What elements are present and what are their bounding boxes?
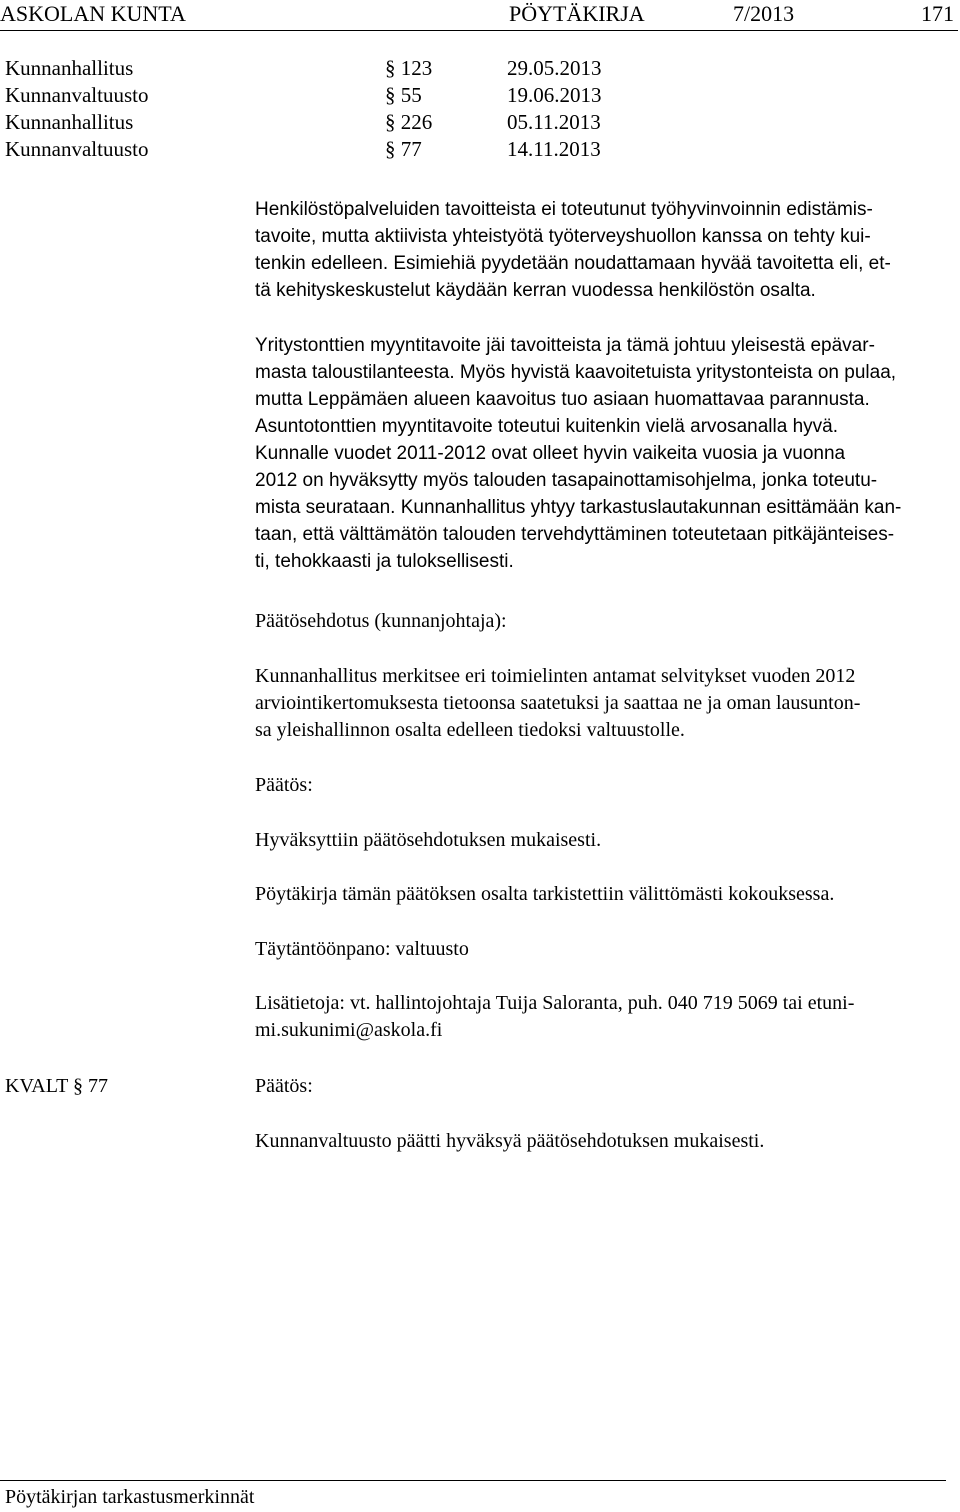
text-line: tavoite, mutta aktiivista yhteistyötä työterveyshuollon kanssa on tehty kui- [255, 226, 871, 247]
text-line: tenkin edelleen. Esimiehiä pyydetään noudattamaan hyvää tavoitetta eli, et- [255, 253, 891, 274]
text-line: mista seurataan. Kunnanhallitus yhtyy tarkastuslautakunnan esittämään kan- [255, 497, 902, 518]
paragraph-personnel [255, 196, 891, 304]
paragraph-proposal [255, 663, 860, 744]
reference-section: § 55 [385, 83, 422, 107]
text-line: ti, tehokkaasti ja tuloksellisesti. [255, 551, 514, 572]
reference-date: 29.05.2013 [507, 56, 602, 80]
text-line: mi.sukunimi@askola.fi [255, 1019, 443, 1041]
text-line: sa yleishallinnon osalta edelleen tiedoksi valtuustolle. [255, 719, 685, 741]
reference-section: § 77 [385, 137, 422, 161]
reference-body: Kunnanhallitus [5, 110, 134, 134]
reference-section: § 123 [385, 56, 433, 80]
reference-body: Kunnanvaltuusto [5, 137, 149, 161]
text-line: arviointikertomuksesta tietoonsa saatetuksi ja saattaa ne ja oman lausunton- [255, 692, 861, 714]
page-number: 171 [921, 1, 954, 26]
paragraph-plots [255, 332, 901, 575]
proposal-heading: Päätösehdotus (kunnanjohtaja): [255, 610, 507, 632]
reference-body: Kunnanvaltuusto [5, 83, 149, 107]
text-line: 2012 on hyväksytty myös talouden tasapainottamisohjelma, jonka toteutu- [255, 470, 878, 491]
reference-date: 19.06.2013 [507, 83, 602, 107]
text-line: Asuntotonttien myyntitavoite toteutui kuitenkin vielä arvosanalla hyvä. [255, 416, 838, 437]
text-line: Lisätietoja: vt. hallintojohtaja Tuija Saloranta, puh. 040 719 5069 tai etuni- [255, 992, 855, 1014]
text-line: Yritystonttien myyntitavoite jäi tavoitteista ja tämä johtuu yleisestä epävar- [255, 335, 875, 356]
more-info [255, 990, 854, 1044]
reference-date: 14.11.2013 [507, 137, 601, 161]
reference-section: § 226 [385, 110, 433, 134]
checked-note: Pöytäkirja tämän päätöksen osalta tarkistettiin välittömästi kokouksessa. [255, 883, 835, 905]
footer-text: Pöytäkirjan tarkastusmerkinnät [5, 1486, 255, 1508]
decision-heading: Päätös: [255, 774, 313, 796]
municipality-name: ASKOLAN KUNTA [0, 1, 186, 26]
council-section-label: KVALT § 77 [5, 1075, 108, 1097]
text-line: taan, että välttämätön talouden tervehdyttäminen toteutetaan pitkäjänteises- [255, 524, 895, 545]
text-line: mutta Leppämäen alueen kaavoitus tuo asiaan huomattavaa parannusta. [255, 389, 870, 410]
decision-text: Hyväksyttiin päätösehdotuksen mukaisesti. [255, 829, 602, 851]
execution-note: Täytäntöönpano: valtuusto [255, 938, 469, 960]
footer-rule [0, 1480, 946, 1481]
text-line: Kunnalle vuodet 2011-2012 ovat olleet hyvin vaikeita vuosia ja vuonna [255, 443, 846, 464]
council-decision-text: Kunnanvaltuusto päätti hyväksyä päätösehdotuksen mukaisesti. [255, 1130, 765, 1152]
text-line: Kunnanhallitus merkitsee eri toimielinten antamat selvitykset vuoden 2012 [255, 665, 856, 687]
header-rule [0, 30, 958, 31]
text-line: Henkilöstöpalveluiden tavoitteista ei toteutunut työhyvinvoinnin edistämis- [255, 199, 873, 220]
text-line: masta taloustilanteesta. Myös hyvistä kaavoitetuista yritystonteista on pulaa, [255, 362, 897, 383]
reference-date: 05.11.2013 [507, 110, 601, 134]
decision-heading: Päätös: [255, 1075, 313, 1097]
document-type: PÖYTÄKIRJA [509, 1, 645, 26]
text-line: tä kehityskeskustelut käydään kerran vuodessa henkilöstön osalta. [255, 280, 816, 301]
reference-body: Kunnanhallitus [5, 56, 134, 80]
minutes-number: 7/2013 [733, 1, 795, 26]
